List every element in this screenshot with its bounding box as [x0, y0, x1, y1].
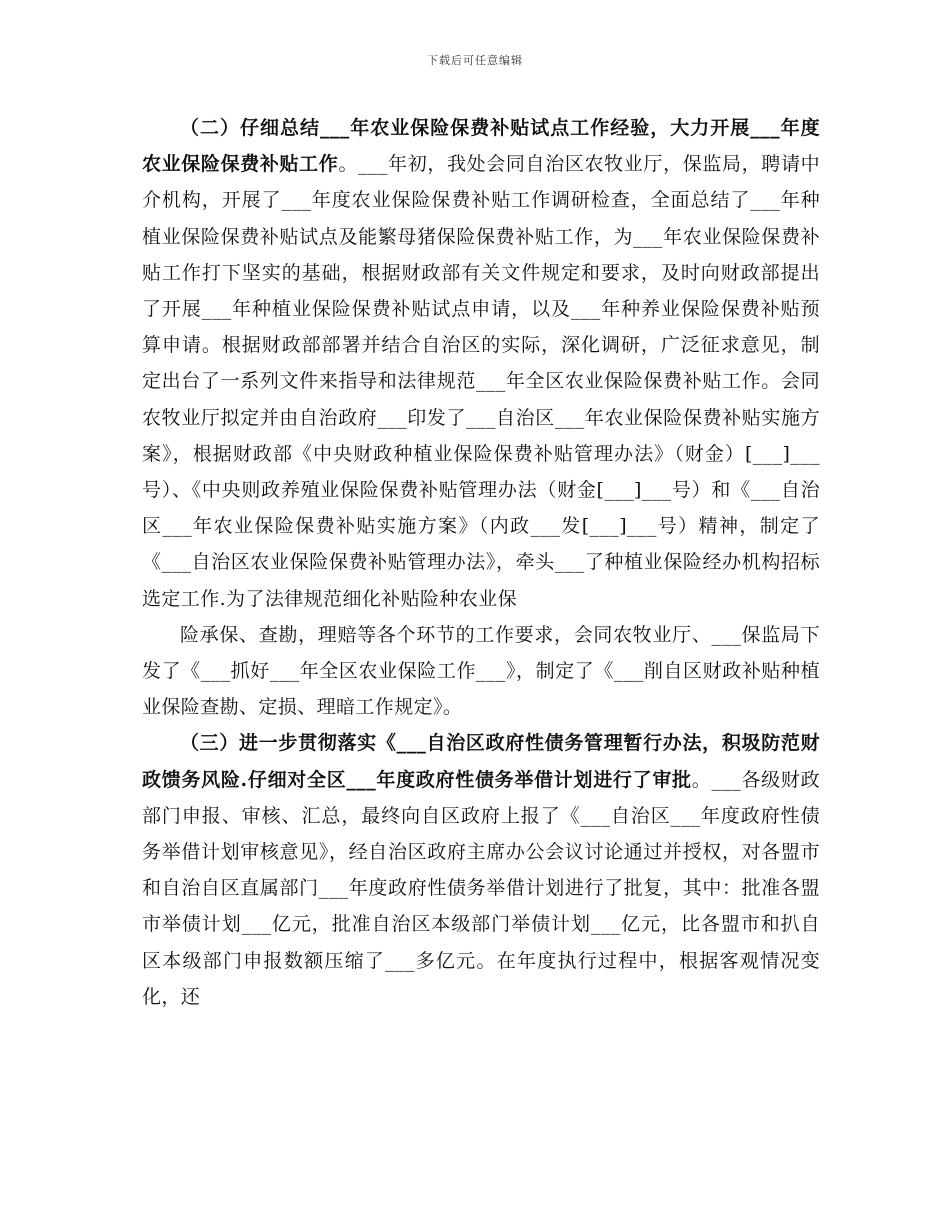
document-body	[142, 110, 820, 1015]
paragraph-section-three	[142, 725, 820, 1015]
section-heading: （三）进一步贯彻落实《___自治区政府性债务管理暂行办法，积圾防范财政馈务风险.仔细对全区___年度政府性债务举借计划进行了审批	[142, 732, 820, 791]
paragraph-section-two	[142, 110, 820, 617]
paragraph-text: 险承保、查勘，理赔等各个环节的工作要求，会同农牧业厅、___保监局下发了《___抓好___年全区农业保险工作___》，制定了《___削自区财政补贴种植业保险查勘、定损、理暗工作规定》。	[142, 623, 820, 719]
page-header: 下载后可任意编辑	[427, 54, 523, 67]
paragraph-continuation	[142, 617, 820, 726]
paragraph-text: 。___各级财政部门申报、审核、汇总，最终向自区政府上报了《___自治区___年度政府性债务举借计划审核意见》，经自治区政府主席办公会议讨论通过并授权，对各盟市和自治自区直属部门___年度政府性债务举借计划进行了批复，其中：批准各盟市举债计划___亿元，批准自治区本级部门举债计划___亿元，比各盟市和扒自区本级部门申报数额压缩了___多亿元。在年度执行过程中，根据客观情况变化，还	[142, 768, 820, 1008]
section-heading: （二）仔细总结___年农业保险保费补贴试点工作经验，大力开展___年度农业保险保费补贴工作	[142, 117, 820, 176]
paragraph-text: 。___年初，我处会同自治区农牧业厅，保监局，聘请中介机构，开展了___年度农业保险保费补贴工作调研检查，全面总结了___年种植业保险保费补贴试点及能繁母猪保险保费补贴工作，为___年农业保险保费补贴工作打下坚实的基础，根据财政部有关文件规定和要求，及时向财政部提出了开展___年种植业保险保费补贴试点申请，以及___年种养业保险保费补贴预算申请。根据财政部部署并结合自治区的实际，深化调研，广泛征求意见，制定出台了一系列文件来指导和法律规范___年全区农业保险保费补贴工作。会同农牧业厅拟定并由自治政府___印发了___自治区___年农业保险保费补贴实施方案》，根据财政部《中央财政种植业保险保费补贴管理办法》（财金）[___]___号）、《中央则政养殖业保险保费补贴管理办法（财金[___]___号）和《___自治区___年农业保险保费补贴实施方案》（内政___发[___]___号）精神，制定了《___自治区农业保险保费补贴管理办法》，牵头___了种植业保险经办机构招标选定工作.为了法律规范细化补贴险种农业保	[142, 153, 820, 610]
